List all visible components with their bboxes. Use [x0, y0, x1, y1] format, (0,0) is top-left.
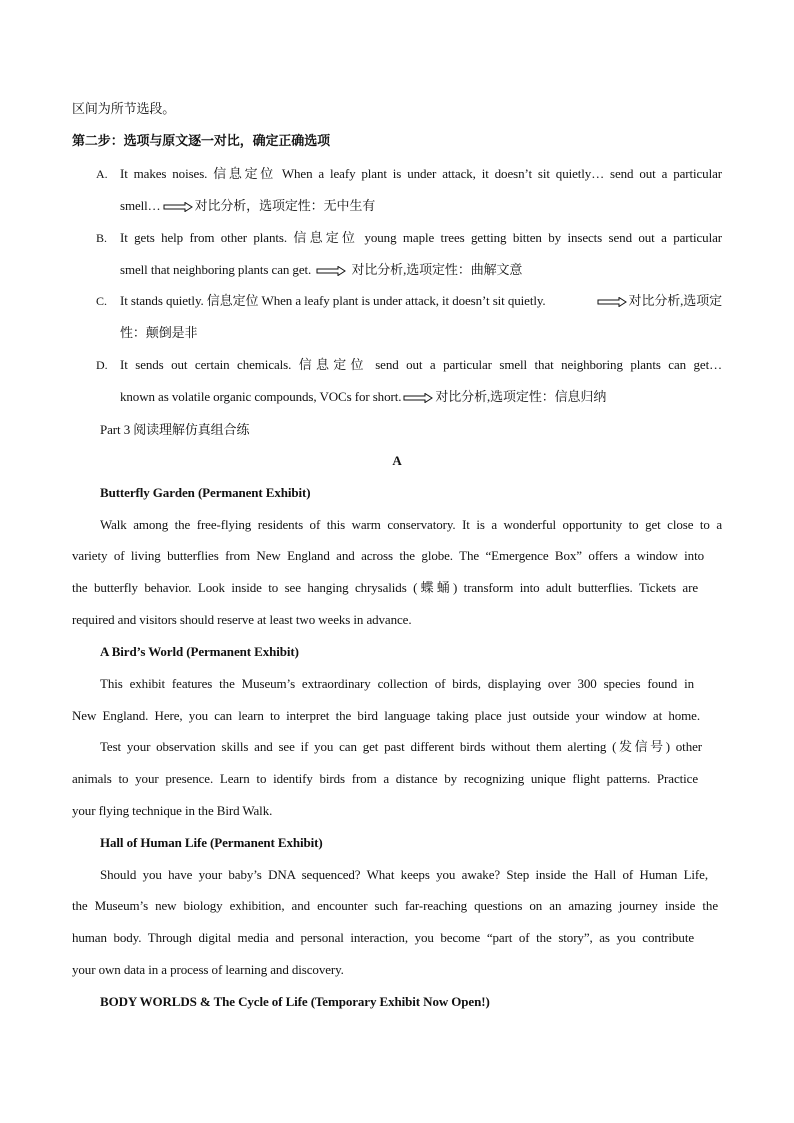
option-b-line2	[120, 261, 722, 279]
paragraph-line: the Museum’s new biology exhibition, and encounter such far-reaching questions on an amazing journey inside the	[72, 898, 718, 913]
paragraph-line: the butterfly behavior. Look inside to see hanging chrysalids (蝶蛹) transform into adult butterflies. Tickets are	[72, 580, 698, 595]
section-heading: Hall of Human Life (Permanent Exhibit)	[100, 835, 323, 850]
option-c-line1	[120, 292, 722, 310]
section-heading: A Bird’s World (Permanent Exhibit)	[100, 644, 299, 659]
paragraph-line: Test your observation skills and see if you can get past different birds without them alerting (发信号) other	[100, 739, 702, 754]
option-b-letter: B.	[96, 231, 108, 245]
intro-line: 区间为所节选段。	[72, 101, 176, 116]
section-heading: BODY WORLDS & The Cycle of Life (Temporary Exhibit Now Open!)	[100, 994, 490, 1009]
option-d-letter: D.	[96, 358, 108, 372]
paragraph-line: human body. Through digital media and personal interaction, you become “part of the story”, as you contribute	[72, 930, 694, 945]
arrow-icon	[597, 297, 627, 307]
arrow-icon	[163, 202, 193, 212]
paragraph-line: your own data in a process of learning and discovery.	[72, 962, 344, 977]
paragraph-line: This exhibit features the Museum’s extraordinary collection of birds, displaying over 300 species found in	[100, 676, 694, 691]
option-a-line1: It makes noises. 信息定位 When a leafy plant is under attack, it doesn’t sit quietly… send out a particular	[120, 166, 722, 181]
option-a-letter: A.	[96, 167, 108, 181]
option-c-line1-text: It stands quietly. 信息定位 When a leafy plant is under attack, it doesn’t sit quietly.	[120, 293, 546, 308]
section-heading: Butterfly Garden (Permanent Exhibit)	[100, 485, 311, 500]
paragraph-line: variety of living butterflies from New England and across the globe. The “Emergence Box” offers a window into	[72, 548, 704, 563]
paragraph-line: New England. Here, you can learn to interpret the bird language taking place just outside your window at home.	[72, 708, 700, 723]
passage-letter: A	[392, 453, 402, 468]
paragraph-line: required and visitors should reserve at least two weeks in advance.	[72, 612, 412, 627]
option-c-line2: 性：颠倒是非	[120, 325, 198, 340]
option-c-analysis-wrap	[595, 292, 722, 310]
paragraph-line: your flying technique in the Bird Walk.	[72, 803, 273, 818]
option-b-line2-text: smell that neighboring plants can get.	[120, 262, 312, 277]
paragraph-line: Should you have your baby’s DNA sequenced? What keeps you awake? Step inside the Hall of Human Life,	[100, 867, 708, 882]
option-d-analysis: 对比分析,选项定性：信息归纳	[435, 389, 607, 404]
option-d-line1: It sends out certain chemicals. 信息定位 send out a particular smell that neighboring plants can get…	[120, 357, 722, 372]
option-d-line2-text: known as volatile organic compounds, VOCs for short.	[120, 389, 402, 404]
arrow-icon	[403, 393, 433, 403]
arrow-icon	[316, 266, 346, 276]
option-b-line1: It gets help from other plants. 信息定位 young maple trees getting bitten by insects send out a particular	[120, 230, 722, 245]
option-c-letter: C.	[96, 294, 108, 308]
option-a-line2-text: smell…	[120, 198, 161, 213]
option-b-analysis: 对比分析,选项定性：曲解文意	[351, 262, 523, 277]
option-c-analysis: 对比分析,选项定	[628, 293, 722, 308]
paragraph-line: Walk among the free-flying residents of this warm conservatory. It is a wonderful opportunity to get close to a	[100, 517, 722, 532]
paragraph-line: animals to your presence. Learn to identify birds from a distance by recognizing unique flight patterns. Practice	[72, 771, 698, 786]
option-d-line2	[120, 388, 722, 406]
step-two-heading: 第二步：选项与原文逐一对比，确定正确选项	[72, 133, 331, 148]
part-three-heading: Part 3 阅读理解仿真组合练	[100, 422, 250, 437]
option-a-analysis: 对比分析，选项定性：无中生有	[194, 198, 376, 213]
option-a-line2	[120, 197, 722, 215]
